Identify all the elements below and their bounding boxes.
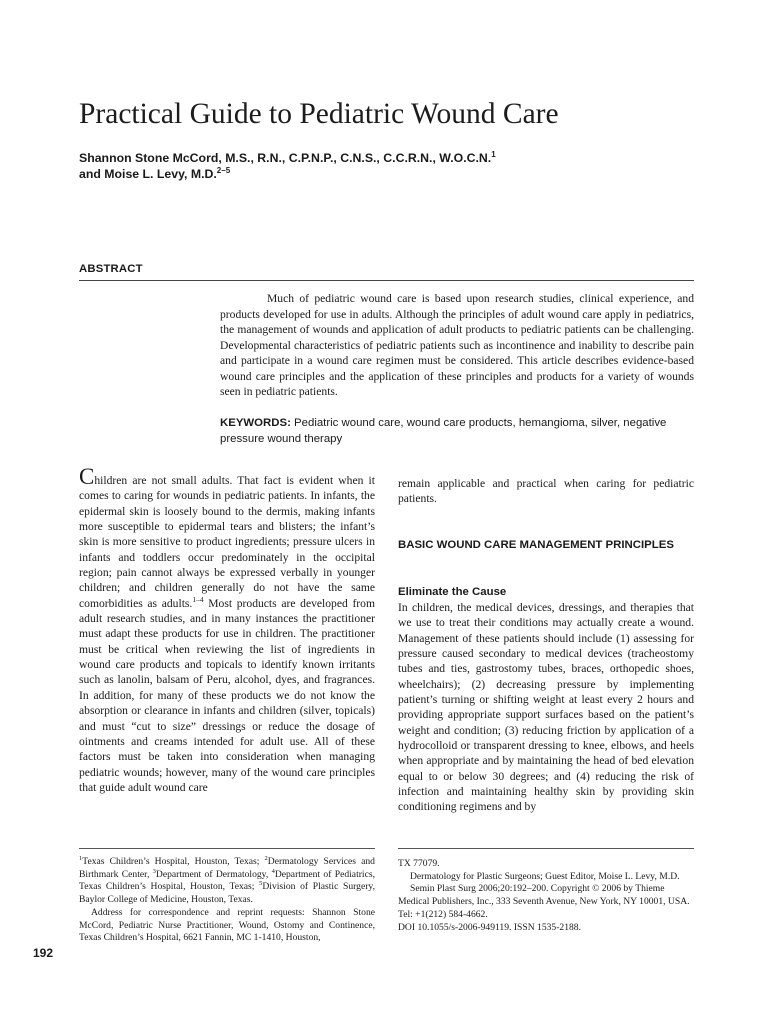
affiliation-text: Department of Dermatology, bbox=[155, 868, 272, 880]
footnote-divider-left bbox=[79, 848, 375, 849]
issue-info: Dermatology for Plastic Surgeons; Guest Editor, Moise L. Levy, M.D. bbox=[410, 870, 680, 882]
author-affiliation-ref-1: 1 bbox=[491, 150, 496, 159]
affiliation-marker: 5 bbox=[259, 880, 263, 888]
affiliation-marker: 2 bbox=[264, 855, 268, 862]
affiliations-footnote bbox=[79, 856, 375, 907]
author-name-2: and Moise L. Levy, M.D. bbox=[79, 167, 217, 181]
abstract-divider bbox=[79, 280, 694, 281]
author-affiliation-ref-2: 2–5 bbox=[216, 166, 231, 175]
doi-info: DOI 10.1055/s-2006-949119. ISSN 1535-2188. bbox=[398, 921, 581, 933]
body-intro-text: hildren are not small adults. That fact is evident when it comes to caring for wounds in pediatric patients. In infants, the epidermal skin is loosely bound to the dermis, making infants more susceptible to epidermal tears and blisters; the infant’s skin is more sensitive to product ingredients; pressure ulcers in infants and toddlers occur predominately in the occipital region; pain cannot always be expressed verbally in younger children; and children generally do not have the same comorbidities as adults. bbox=[79, 474, 375, 610]
abstract-heading: ABSTRACT bbox=[79, 263, 143, 275]
body-column-right: In children, the medical devices, dressings, and therapies that we use to treat their conditions may actually create a wound. Management of these patients should include (1) assessing for pressure caused secondary to medical devices (tracheostomy tubes and ties, gastrostomy tubes, braces, orthopedic shoes, wheelchairs); (2) decreasing pressure by implementing patient’s turning or shifting weight at least every 2 hours and providing appropriate support surfaces based on the patient’s weight and condition; (3) reducing friction by application of a hydrocolloid or transparent dressing to knee, elbows, and heels when appropriate and by maintaining the head of bed elevation equal to or below 30 degrees; and (4) reducing the risk of infection and maintaining healthy skin by providing skin conditioning regimens and by bbox=[398, 601, 694, 814]
subsection-heading: Eliminate the Cause bbox=[398, 586, 507, 598]
body-intro-text-continued: Most products are developed from adult research studies, and in many instances the practitioner must adapt these products for use in children. The practitioner must be critical when reviewing the list of ingredients in wound care products and topicals to identify known irritants such as lanolin, balsam of Peru, alcohol, dyes, and fragrances. In addition, for many of these products we do not know the absorption or clearance in infants and children (silver, topicals) and must “cut to size” dressings or reduce the dosage of ointments and creams intended for adult use. All of these factors must be taken into consideration when managing pediatric wounds; however, many of the wound care principles that guide adult wound care bbox=[79, 596, 375, 794]
footnote-divider-right bbox=[398, 848, 694, 849]
author-line-1 bbox=[79, 150, 699, 166]
correspondence-zip: TX 77079. bbox=[398, 858, 440, 869]
affiliation-text: Division of Plastic Surgery, Baylor College of Medicine, Houston, Texas. bbox=[79, 881, 375, 906]
affiliation-marker: 3 bbox=[152, 867, 156, 875]
keywords-label: KEYWORDS: bbox=[220, 417, 291, 429]
affiliation-text: Dermatology Services and Birthmark Center, bbox=[79, 856, 375, 880]
body-column-right-top: remain applicable and practical when caring for pediatric patients. bbox=[398, 477, 694, 506]
correspondence-footnote: Address for correspondence and reprint requests: Shannon Stone McCord, Pediatric Nurse Practitioner, Wound, Ostomy and Continence, Texas Children’s Hospital, 6621 Fannin, MC 1-1410, Houston, bbox=[79, 906, 375, 944]
footnotes-left bbox=[79, 856, 375, 945]
abstract-body: Much of pediatric wound care is based upon research studies, clinical experience, and products developed for use in adults. Although the principles of adult wound care apply in pediatrics, the management of wounds and application of adult products to pediatric patients can be challenging. Developmental characteristics of pediatric patients such as incontinence and inability to describe pain and participate in a wound care regimen must be considered. This article describes evidence-based wound care principles and the application of these principles and products for a variety of wounds seen in pediatric patients. bbox=[220, 292, 694, 398]
footnotes-right bbox=[398, 858, 694, 934]
affiliation-text: Texas Children’s Hospital, Houston, Texas; bbox=[82, 856, 265, 867]
citation-ref: 1–4 bbox=[192, 594, 204, 604]
section-heading: BASIC WOUND CARE MANAGEMENT PRINCIPLES bbox=[398, 539, 674, 551]
drop-cap: C bbox=[79, 464, 95, 489]
affiliation-text: Department of Pediatrics, Texas Children’s Hospital, Houston, Texas; bbox=[79, 868, 375, 893]
affiliation-marker: 4 bbox=[271, 867, 275, 875]
article-title: Practical Guide to Pediatric Wound Care bbox=[79, 98, 559, 130]
keywords-list: Pediatric wound care, wound care products, hemangioma, silver, negative pressure wound therapy bbox=[220, 417, 667, 445]
citation-info: Semin Plast Surg 2006;20:192–200. Copyright © 2006 by Thieme Medical Publishers, Inc., 333 Seventh Avenue, New York, NY 10001, USA. Tel: +1(212) 584-4662. bbox=[398, 883, 690, 920]
page-number: 192 bbox=[33, 946, 54, 960]
affiliation-marker: 1 bbox=[79, 855, 83, 862]
body-column-left bbox=[79, 464, 375, 795]
keywords bbox=[220, 415, 694, 447]
author-list bbox=[79, 150, 699, 182]
author-line-2 bbox=[79, 166, 699, 182]
author-name-1: Shannon Stone McCord, M.S., R.N., C.P.N.P., C.N.S., C.C.R.N., W.O.C.N. bbox=[79, 151, 492, 165]
